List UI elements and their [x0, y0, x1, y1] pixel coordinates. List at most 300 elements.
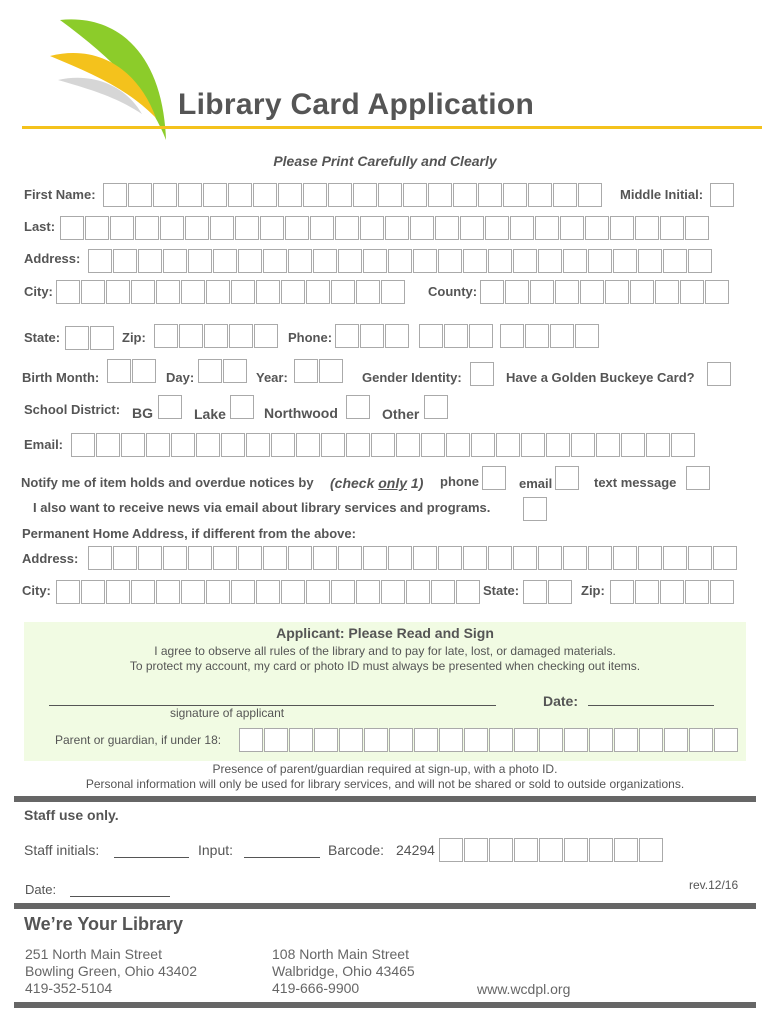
footer-title: We’re Your Library	[24, 914, 184, 934]
entry-box[interactable]	[431, 580, 455, 604]
entry-box[interactable]	[353, 183, 377, 207]
entry-box[interactable]	[364, 728, 388, 752]
entry-box[interactable]	[103, 183, 127, 207]
entry-box[interactable]	[338, 249, 362, 273]
entry-box[interactable]	[156, 280, 180, 304]
news-checkbox[interactable]	[523, 497, 548, 521]
entry-box[interactable]	[660, 580, 684, 604]
city-boxes[interactable]	[56, 280, 406, 304]
entry-box[interactable]	[664, 728, 688, 752]
page-title: Library Card Application	[178, 88, 535, 121]
entry-box[interactable]	[638, 546, 662, 570]
entry-box[interactable]	[221, 433, 245, 457]
entry-box[interactable]	[188, 546, 212, 570]
notify-phone-label: phone	[440, 474, 479, 489]
entry-box[interactable]	[371, 433, 395, 457]
entry-box[interactable]	[106, 580, 130, 604]
entry-box[interactable]	[96, 433, 120, 457]
perm-zip-boxes[interactable]	[610, 580, 735, 604]
lake-label: Lake	[194, 406, 226, 422]
entry-box[interactable]	[610, 580, 634, 604]
entry-box[interactable]	[181, 280, 205, 304]
entry-box[interactable]	[505, 280, 529, 304]
entry-box[interactable]	[238, 249, 262, 273]
entry-box[interactable]	[206, 280, 230, 304]
entry-box[interactable]	[153, 183, 177, 207]
entry-box[interactable]	[263, 546, 287, 570]
entry-box[interactable]	[435, 216, 459, 240]
entry-box[interactable]	[188, 249, 212, 273]
entry-box[interactable]	[710, 183, 734, 207]
entry-box[interactable]	[613, 546, 637, 570]
entry-box[interactable]	[381, 580, 405, 604]
entry-box[interactable]	[564, 838, 588, 862]
entry-box[interactable]	[414, 728, 438, 752]
entry-box[interactable]	[580, 280, 604, 304]
staff-initials-line[interactable]	[114, 857, 189, 858]
entry-box[interactable]	[488, 546, 512, 570]
birth-month-label: Birth Month:	[22, 370, 100, 385]
sign-heading: Applicant: Please Read and Sign	[276, 625, 494, 641]
entry-box[interactable]	[714, 728, 738, 752]
entry-box[interactable]	[228, 183, 252, 207]
last-name-boxes[interactable]	[60, 216, 710, 240]
entry-box[interactable]	[388, 249, 412, 273]
entry-box[interactable]	[424, 395, 448, 419]
entry-box[interactable]	[81, 580, 105, 604]
entry-box[interactable]	[360, 324, 384, 348]
county-boxes[interactable]	[480, 280, 730, 304]
sign-date-label: Date:	[543, 693, 579, 709]
entry-box[interactable]	[360, 216, 384, 240]
entry-box[interactable]	[686, 466, 710, 490]
notify-phone-checkbox[interactable]	[482, 466, 507, 490]
entry-box[interactable]	[528, 183, 552, 207]
entry-box[interactable]	[90, 326, 114, 350]
entry-box[interactable]	[464, 728, 488, 752]
entry-box[interactable]	[278, 183, 302, 207]
entry-box[interactable]	[110, 216, 134, 240]
year-boxes[interactable]	[294, 359, 344, 383]
city-label: City:	[24, 284, 53, 299]
entry-box[interactable]	[81, 280, 105, 304]
perm-city-label: City:	[22, 583, 51, 598]
entry-box[interactable]	[179, 324, 203, 348]
entry-box[interactable]	[563, 546, 587, 570]
entry-box[interactable]	[321, 433, 345, 457]
entry-box[interactable]	[356, 280, 380, 304]
entry-box[interactable]	[555, 280, 579, 304]
entry-box[interactable]	[346, 395, 370, 419]
entry-box[interactable]	[246, 433, 270, 457]
privacy-note: Personal information will only be used for library services, and will not be shared or sold to outside organizations.	[85, 777, 685, 791]
entry-box[interactable]	[160, 216, 184, 240]
notify-text-checkbox[interactable]	[686, 466, 711, 490]
barcode-boxes[interactable]	[439, 838, 664, 862]
entry-box[interactable]	[439, 838, 463, 862]
entry-box[interactable]	[521, 433, 545, 457]
entry-box[interactable]	[525, 324, 549, 348]
entry-box[interactable]	[613, 249, 637, 273]
entry-box[interactable]	[385, 324, 409, 348]
entry-box[interactable]	[56, 580, 80, 604]
entry-box[interactable]	[496, 433, 520, 457]
entry-box[interactable]	[488, 249, 512, 273]
entry-box[interactable]	[588, 249, 612, 273]
entry-box[interactable]	[503, 183, 527, 207]
entry-box[interactable]	[610, 216, 634, 240]
staff-initials-label: Staff initials:	[24, 842, 100, 858]
entry-box[interactable]	[614, 838, 638, 862]
entry-box[interactable]	[178, 183, 202, 207]
entry-box[interactable]	[688, 249, 712, 273]
entry-box[interactable]	[346, 433, 370, 457]
entry-box[interactable]	[260, 216, 284, 240]
entry-box[interactable]	[646, 433, 670, 457]
entry-box[interactable]	[314, 728, 338, 752]
entry-box[interactable]	[231, 580, 255, 604]
entry-box[interactable]	[635, 216, 659, 240]
entry-box[interactable]	[663, 249, 687, 273]
entry-box[interactable]	[356, 580, 380, 604]
entry-box[interactable]	[470, 362, 494, 386]
input-line[interactable]	[244, 857, 320, 858]
entry-box[interactable]	[705, 280, 729, 304]
entry-box[interactable]	[689, 728, 713, 752]
entry-box[interactable]	[564, 728, 588, 752]
entry-box[interactable]	[306, 580, 330, 604]
entry-box[interactable]	[485, 216, 509, 240]
entry-box[interactable]	[288, 546, 312, 570]
entry-box[interactable]	[563, 249, 587, 273]
guardian-label: Parent or guardian, if under 18:	[55, 733, 222, 747]
entry-box[interactable]	[548, 580, 572, 604]
entry-box[interactable]	[294, 359, 318, 383]
entry-box[interactable]	[121, 433, 145, 457]
entry-box[interactable]	[131, 280, 155, 304]
address-boxes[interactable]	[88, 249, 713, 273]
entry-box[interactable]	[310, 216, 334, 240]
entry-box[interactable]	[271, 433, 295, 457]
entry-box[interactable]	[438, 546, 462, 570]
entry-box[interactable]	[553, 183, 577, 207]
entry-box[interactable]	[555, 466, 579, 490]
entry-box[interactable]	[313, 546, 337, 570]
entry-box[interactable]	[535, 216, 559, 240]
entry-box[interactable]	[421, 433, 445, 457]
entry-box[interactable]	[523, 580, 547, 604]
entry-box[interactable]	[438, 249, 462, 273]
entry-box[interactable]	[446, 433, 470, 457]
entry-box[interactable]	[510, 216, 534, 240]
northwood-checkbox[interactable]	[346, 395, 371, 419]
entry-box[interactable]	[319, 359, 343, 383]
entry-box[interactable]	[428, 183, 452, 207]
entry-box[interactable]	[538, 249, 562, 273]
entry-box[interactable]	[713, 546, 737, 570]
entry-box[interactable]	[113, 249, 137, 273]
entry-box[interactable]	[588, 546, 612, 570]
entry-box[interactable]	[335, 324, 359, 348]
entry-box[interactable]	[196, 433, 220, 457]
entry-box[interactable]	[655, 280, 679, 304]
entry-box[interactable]	[413, 249, 437, 273]
entry-box[interactable]	[478, 183, 502, 207]
entry-box[interactable]	[456, 580, 480, 604]
entry-box[interactable]	[256, 280, 280, 304]
entry-box[interactable]	[106, 280, 130, 304]
entry-box[interactable]	[88, 546, 112, 570]
phone-prefix-boxes[interactable]	[419, 324, 494, 348]
entry-box[interactable]	[203, 183, 227, 207]
perm-city-boxes[interactable]	[56, 580, 481, 604]
gender-identity-box[interactable]	[470, 362, 495, 386]
entry-box[interactable]	[489, 838, 513, 862]
entry-box[interactable]	[88, 249, 112, 273]
staff-date-line[interactable]	[70, 896, 170, 897]
year-label: Year:	[256, 370, 288, 385]
entry-box[interactable]	[403, 183, 427, 207]
state-boxes[interactable]	[65, 326, 115, 350]
entry-box[interactable]	[514, 838, 538, 862]
entry-box[interactable]	[210, 216, 234, 240]
first-name-boxes[interactable]	[103, 183, 603, 207]
entry-box[interactable]	[223, 359, 247, 383]
entry-box[interactable]	[235, 216, 259, 240]
entry-box[interactable]	[685, 580, 709, 604]
entry-box[interactable]	[523, 497, 547, 521]
entry-box[interactable]	[444, 324, 468, 348]
entry-box[interactable]	[213, 249, 237, 273]
entry-box[interactable]	[185, 216, 209, 240]
entry-box[interactable]	[389, 728, 413, 752]
entry-box[interactable]	[513, 546, 537, 570]
entry-box[interactable]	[138, 546, 162, 570]
entry-box[interactable]	[113, 546, 137, 570]
entry-box[interactable]	[56, 280, 80, 304]
entry-box[interactable]	[460, 216, 484, 240]
entry-box[interactable]	[635, 580, 659, 604]
entry-box[interactable]	[385, 216, 409, 240]
entry-box[interactable]	[296, 433, 320, 457]
entry-box[interactable]	[539, 728, 563, 752]
branch-bowling-green: 251 North Main Street Bowling Green, Ohio 43402 419-352-5104	[25, 946, 197, 996]
entry-box[interactable]	[406, 580, 430, 604]
entry-box[interactable]	[253, 183, 277, 207]
entry-box[interactable]	[71, 433, 95, 457]
entry-box[interactable]	[639, 838, 663, 862]
phone-line-boxes[interactable]	[500, 324, 600, 348]
entry-box[interactable]	[128, 183, 152, 207]
entry-box[interactable]	[614, 728, 638, 752]
entry-box[interactable]	[163, 546, 187, 570]
birth-month-boxes[interactable]	[107, 359, 157, 383]
entry-box[interactable]	[264, 728, 288, 752]
entry-box[interactable]	[381, 280, 405, 304]
entry-box[interactable]	[575, 324, 599, 348]
entry-box[interactable]	[621, 433, 645, 457]
entry-box[interactable]	[181, 580, 205, 604]
entry-box[interactable]	[638, 249, 662, 273]
entry-box[interactable]	[630, 280, 654, 304]
sign-date-line[interactable]	[588, 705, 714, 706]
entry-box[interactable]	[513, 249, 537, 273]
entry-box[interactable]	[158, 395, 182, 419]
entry-box[interactable]	[546, 433, 570, 457]
entry-box[interactable]	[339, 728, 363, 752]
entry-box[interactable]	[204, 324, 228, 348]
entry-box[interactable]	[469, 324, 493, 348]
entry-box[interactable]	[685, 216, 709, 240]
entry-box[interactable]	[338, 546, 362, 570]
entry-box[interactable]	[171, 433, 195, 457]
entry-box[interactable]	[530, 280, 554, 304]
entry-box[interactable]	[135, 216, 159, 240]
notify-email-checkbox[interactable]	[555, 466, 580, 490]
entry-box[interactable]	[663, 546, 687, 570]
zip-boxes[interactable]	[154, 324, 279, 348]
entry-box[interactable]	[206, 580, 230, 604]
entry-box[interactable]	[288, 249, 312, 273]
entry-box[interactable]	[589, 728, 613, 752]
entry-box[interactable]	[256, 580, 280, 604]
entry-box[interactable]	[578, 183, 602, 207]
entry-box[interactable]	[335, 216, 359, 240]
entry-box[interactable]	[605, 280, 629, 304]
entry-box[interactable]	[660, 216, 684, 240]
other-label: Other	[382, 406, 420, 422]
phone-label: Phone:	[288, 330, 333, 345]
entry-box[interactable]	[671, 433, 695, 457]
entry-box[interactable]	[65, 326, 89, 350]
entry-box[interactable]	[231, 280, 255, 304]
entry-box[interactable]	[60, 216, 84, 240]
footer-divider	[14, 903, 756, 909]
entry-box[interactable]	[550, 324, 574, 348]
entry-box[interactable]	[410, 216, 434, 240]
entry-box[interactable]	[198, 359, 222, 383]
entry-box[interactable]	[453, 183, 477, 207]
entry-box[interactable]	[289, 728, 313, 752]
phone-area-boxes[interactable]	[335, 324, 410, 348]
entry-box[interactable]	[514, 728, 538, 752]
entry-box[interactable]	[131, 580, 155, 604]
entry-box[interactable]	[132, 359, 156, 383]
entry-box[interactable]	[589, 838, 613, 862]
golden-buckeye-checkbox[interactable]	[707, 362, 732, 386]
entry-box[interactable]	[585, 216, 609, 240]
guardian-boxes[interactable]	[239, 728, 739, 752]
entry-box[interactable]	[471, 433, 495, 457]
entry-box[interactable]	[254, 324, 278, 348]
entry-box[interactable]	[707, 362, 731, 386]
entry-box[interactable]	[85, 216, 109, 240]
golden-buckeye-label: Have a Golden Buckeye Card?	[506, 370, 695, 385]
entry-box[interactable]	[639, 728, 663, 752]
other-checkbox[interactable]	[424, 395, 449, 419]
entry-box[interactable]	[500, 324, 524, 348]
entry-box[interactable]	[238, 546, 262, 570]
northwood-label: Northwood	[264, 405, 338, 421]
entry-box[interactable]	[306, 280, 330, 304]
perm-address-boxes[interactable]	[88, 546, 738, 570]
entry-box[interactable]	[331, 580, 355, 604]
entry-box[interactable]	[146, 433, 170, 457]
staff-divider-top	[14, 796, 756, 802]
school-district-label: School District:	[24, 402, 121, 417]
perm-state-boxes[interactable]	[523, 580, 573, 604]
middle-initial-label: Middle Initial:	[620, 187, 704, 202]
entry-box[interactable]	[154, 324, 178, 348]
day-boxes[interactable]	[198, 359, 248, 383]
entry-box[interactable]	[439, 728, 463, 752]
entry-box[interactable]	[230, 395, 254, 419]
entry-box[interactable]	[482, 466, 506, 490]
entry-box[interactable]	[239, 728, 263, 752]
entry-box[interactable]	[596, 433, 620, 457]
entry-box[interactable]	[263, 249, 287, 273]
entry-box[interactable]	[363, 546, 387, 570]
entry-box[interactable]	[363, 249, 387, 273]
middle-initial-box[interactable]	[710, 183, 735, 207]
news-label: I also want to receive news via email about library services and programs.	[33, 500, 491, 515]
entry-box[interactable]	[419, 324, 443, 348]
entry-box[interactable]	[571, 433, 595, 457]
zip-label: Zip:	[122, 330, 146, 345]
last-name-label: Last:	[24, 219, 56, 234]
entry-box[interactable]	[163, 249, 187, 273]
entry-box[interactable]	[538, 546, 562, 570]
entry-box[interactable]	[560, 216, 584, 240]
entry-box[interactable]	[107, 359, 131, 383]
input-label: Input:	[198, 842, 234, 858]
entry-box[interactable]	[285, 216, 309, 240]
entry-box[interactable]	[480, 280, 504, 304]
entry-box[interactable]	[331, 280, 355, 304]
entry-box[interactable]	[489, 728, 513, 752]
staff-date-label: Date:	[25, 882, 57, 897]
notify-email-label: email	[519, 476, 553, 491]
entry-box[interactable]	[378, 183, 402, 207]
entry-box[interactable]	[463, 249, 487, 273]
lake-checkbox[interactable]	[230, 395, 255, 419]
entry-box[interactable]	[303, 183, 327, 207]
entry-box[interactable]	[464, 838, 488, 862]
entry-box[interactable]	[539, 838, 563, 862]
agreement-line-1: I agree to observe all rules of the library and to pay for late, lost, or damaged materials.	[154, 644, 616, 658]
entry-box[interactable]	[281, 280, 305, 304]
entry-box[interactable]	[413, 546, 437, 570]
entry-box[interactable]	[156, 580, 180, 604]
entry-box[interactable]	[328, 183, 352, 207]
entry-box[interactable]	[688, 546, 712, 570]
entry-box[interactable]	[229, 324, 253, 348]
entry-box[interactable]	[710, 580, 734, 604]
website-link[interactable]: www.wcdpl.org	[477, 981, 571, 997]
entry-box[interactable]	[213, 546, 237, 570]
bg-checkbox[interactable]	[158, 395, 183, 419]
county-label: County:	[428, 284, 478, 299]
entry-box[interactable]	[463, 546, 487, 570]
perm-zip-label: Zip:	[581, 583, 605, 598]
entry-box[interactable]	[281, 580, 305, 604]
email-boxes[interactable]	[71, 433, 696, 457]
entry-box[interactable]	[138, 249, 162, 273]
entry-box[interactable]	[388, 546, 412, 570]
entry-box[interactable]	[396, 433, 420, 457]
entry-box[interactable]	[313, 249, 337, 273]
entry-box[interactable]	[680, 280, 704, 304]
